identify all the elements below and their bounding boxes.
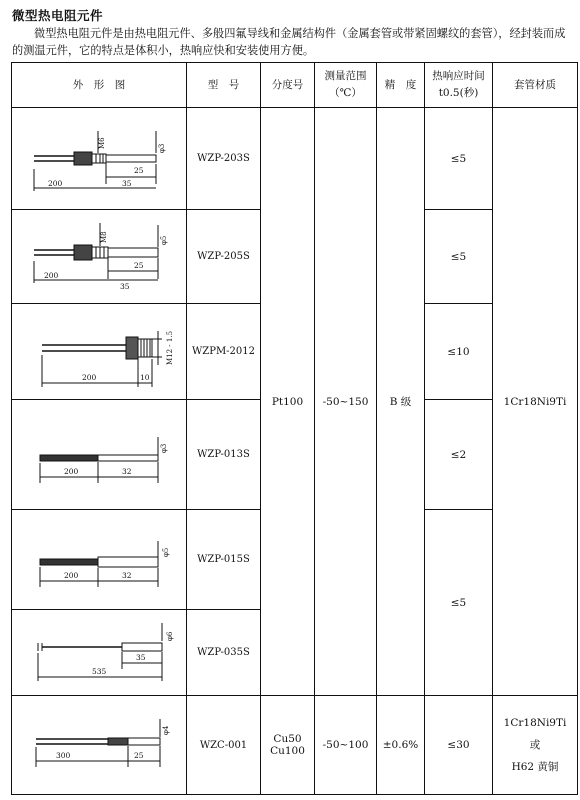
sensor-drawing: [12, 211, 187, 303]
response-cell: ≤5: [425, 510, 493, 696]
material-line: 1Cr18Ni9Ti: [503, 717, 567, 729]
drawing-cell: [12, 696, 187, 795]
sensor-drawing: [12, 109, 187, 209]
spec-table: [11, 62, 578, 795]
material-line: 或: [529, 739, 541, 751]
dim-label: φ5: [160, 235, 168, 245]
dim-label: 535: [92, 666, 107, 676]
graduation-line: Cu100: [270, 745, 305, 757]
drawing-cell: [12, 304, 187, 400]
dim-label: 200: [64, 466, 79, 476]
dim-label: φ6: [166, 631, 174, 641]
graduation-cell: [261, 696, 315, 795]
sensor-drawing: [12, 401, 187, 509]
drawing-cell: [12, 400, 187, 510]
response-cell: ≤5: [425, 210, 493, 304]
range-cell: -50~100: [315, 696, 377, 795]
sensor-drawing: [12, 697, 187, 794]
dim-label: 35: [120, 281, 130, 291]
header-response-line2: t0.5(秒): [438, 87, 479, 99]
header-response: [425, 63, 493, 108]
range-cell: -50~150: [315, 108, 377, 696]
dim-label: 25: [134, 750, 144, 760]
header-model: 型 号: [187, 63, 261, 108]
model-cell: WZP-013S: [187, 400, 261, 510]
intro-paragraph: 微型热电阻元件是由热电阻元件、多般四氟导线和金属结构件（金属套管或带紧固螺纹的套管），经封装而成的测温元件，它的特点是体积小，热响应快和安装使用方便。: [12, 27, 566, 57]
sensor-drawing: [12, 511, 187, 609]
model-cell: WZP-035S: [187, 610, 261, 696]
dim-label: 35: [136, 652, 146, 662]
dim-label: φ3: [158, 143, 166, 153]
response-cell: ≤5: [425, 108, 493, 210]
dim-label: M6: [98, 136, 106, 149]
dim-label: φ3: [160, 443, 168, 453]
dim-label: 32: [122, 570, 132, 580]
sensor-drawing: [12, 611, 187, 695]
header-range-line2: （℃）: [329, 87, 362, 99]
dim-label: 25: [134, 165, 144, 175]
dim-label: 32: [122, 466, 132, 476]
dim-label: 200: [64, 570, 79, 580]
model-cell: WZP-015S: [187, 510, 261, 610]
header-graduation: 分度号: [261, 63, 315, 108]
dim-label: 200: [44, 270, 59, 280]
drawing-cell: [12, 510, 187, 610]
dim-label: M8: [100, 230, 108, 243]
dim-label: 200: [82, 372, 97, 382]
dim-label: 35: [122, 178, 132, 188]
dim-label: 200: [48, 178, 63, 188]
response-cell: ≤10: [425, 304, 493, 400]
header-row: [12, 63, 578, 108]
table-row: [12, 696, 578, 795]
accuracy-cell: B 级: [377, 108, 425, 696]
accuracy-cell: ±0.6%: [377, 696, 425, 795]
header-figure: 外 形 图: [12, 63, 187, 108]
dim-label: φ5: [162, 547, 170, 557]
response-cell: ≤30: [425, 696, 493, 795]
response-cell: ≤2: [425, 400, 493, 510]
graduation-cell: Pt100: [261, 108, 315, 696]
header-material: 套管材质: [493, 63, 578, 108]
header-range-line1: 测量范围: [324, 70, 367, 82]
header-accuracy: 精 度: [377, 63, 425, 108]
material-line: H62 黄铜: [511, 761, 559, 773]
dim-label: φ4: [162, 725, 170, 735]
model-cell: WZP-203S: [187, 108, 261, 210]
dim-label: 25: [134, 260, 144, 270]
material-cell: [493, 696, 578, 795]
model-cell: WZPM-2012: [187, 304, 261, 400]
material-cell: 1Cr18Ni9Ti: [493, 108, 578, 696]
sensor-drawing: [12, 305, 187, 399]
model-cell: WZP-205S: [187, 210, 261, 304]
drawing-cell: [12, 108, 187, 210]
dim-label: 10: [140, 372, 150, 382]
header-response-line1: 热响应时间: [432, 70, 485, 82]
dim-label: M12 - 1.5: [166, 330, 174, 365]
table-row: [12, 108, 578, 210]
header-range: [315, 63, 377, 108]
page-title: 微型热电阻元件: [12, 8, 104, 23]
dim-label: 300: [56, 750, 71, 760]
graduation-line: Cu50: [273, 733, 302, 745]
drawing-cell: [12, 210, 187, 304]
model-cell: WZC-001: [187, 696, 261, 795]
drawing-cell: [12, 610, 187, 696]
